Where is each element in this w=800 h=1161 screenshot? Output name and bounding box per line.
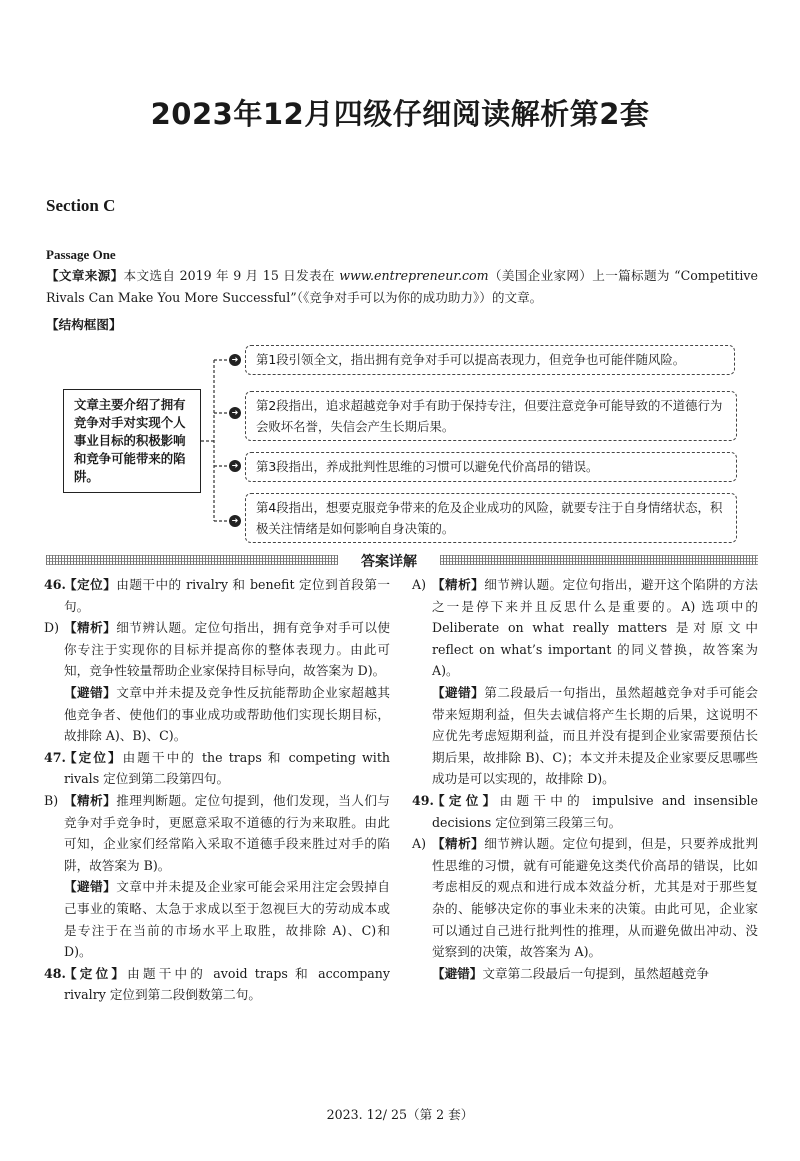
question-number: 46. bbox=[44, 577, 66, 592]
paragraph-tag: 【避错】 bbox=[432, 684, 485, 700]
answer-paragraph bbox=[414, 790, 758, 833]
structure-point-4: 第4段指出，想要克服竞争带来的危及企业成功的风险，就要专注于自身情绪状态，积极关注情绪是如何影响自身决策的。 bbox=[245, 493, 737, 543]
arrow-right-icon: ➜ bbox=[229, 354, 241, 366]
paragraph-text: 细节辨认题。定位句提到，但是，只要养成批判性思维的习惯，就有可能避免这类代价高昂的错误，比如考虑相反的观点和进行成本效益分析，尤其是对于那些复杂的、能够决定你的事业未来的决策。由此可见，企业家可以通过自己进行批判性的推理，从而避免做出冲动、没觉察到的决策，故答案为 A)。 bbox=[432, 836, 758, 960]
paragraph-tag: 【精析】 bbox=[432, 836, 485, 852]
answer-paragraph bbox=[46, 876, 390, 962]
paragraph-tag: 【定位】 bbox=[64, 749, 123, 765]
answer-letter: D) bbox=[44, 620, 60, 636]
arrow-right-icon: ➜ bbox=[229, 515, 241, 527]
paragraph-text: 文章第二段最后一句提到，虽然超越竞争 bbox=[482, 965, 710, 981]
article-source bbox=[46, 265, 758, 309]
divider-pattern-left bbox=[46, 555, 338, 565]
structure-point-3: 第3段指出，养成批判性思维的习惯可以避免代价高昂的错误。 bbox=[245, 452, 737, 482]
question-number: 47. bbox=[44, 749, 66, 765]
structure-point-2: 第2段指出，追求超越竞争对手有助于保持专注，但要注意竞争可能导致的不道德行为会败坏名誉，失信会产生长期后果。 bbox=[245, 391, 737, 441]
answer-divider bbox=[46, 552, 758, 568]
paragraph-text: 由题干中的 impulsive and insensible decisions 定位到第三段第三句。 bbox=[432, 792, 759, 830]
paragraph-tag: 【定位】 bbox=[64, 965, 128, 981]
question-number: 49. bbox=[412, 792, 434, 808]
source-site: www.entrepreneur.com bbox=[339, 268, 489, 283]
structure-label: 【结构框图】 bbox=[46, 317, 122, 332]
paragraph-tag: 【避错】 bbox=[432, 965, 483, 981]
answer-letter: A) bbox=[412, 577, 427, 592]
paragraph-tag: 【避错】 bbox=[64, 684, 117, 700]
answer-paragraph bbox=[46, 963, 390, 1006]
paragraph-tag: 【精析】 bbox=[64, 792, 117, 808]
answer-column-left bbox=[46, 574, 390, 1006]
answer-paragraph bbox=[46, 617, 390, 682]
arrow-right-icon: ➜ bbox=[229, 407, 241, 419]
paragraph-text: 文章中并未提及企业家可能会采用注定会毁掉自己事业的策略、太急于求成以至于忽视巨大的劳动成本或是专注于在当前的市场水平上取胜，故排除 A)、C)和 D)。 bbox=[64, 879, 390, 960]
paragraph-text: 由题干中的 the traps 和 competing with rivals 定位到第二段第四句。 bbox=[64, 749, 391, 787]
answer-paragraph bbox=[414, 574, 758, 682]
answer-paragraph bbox=[46, 790, 390, 876]
article-summary-box: 文章主要介绍了拥有竞争对手对实现个人事业目标的积极影响和竞争可能带来的陷阱。 bbox=[63, 389, 201, 493]
answer-paragraph bbox=[46, 682, 390, 747]
question-number: 48. bbox=[44, 965, 66, 981]
structure-point-1: 第1段引领全文，指出拥有竞争对手可以提高表现力，但竞争也可能伴随风险。 bbox=[245, 345, 735, 375]
divider-pattern-right bbox=[440, 555, 758, 565]
arrow-right-icon: ➜ bbox=[229, 460, 241, 472]
answer-paragraph bbox=[414, 963, 758, 985]
answer-paragraph bbox=[414, 682, 758, 790]
passage-heading: Passage One bbox=[46, 247, 116, 262]
answer-paragraph bbox=[46, 747, 390, 790]
page-title: 2023年12月四级仔细阅读解析第2套 bbox=[150, 97, 650, 131]
answer-paragraph bbox=[414, 833, 758, 963]
paragraph-text: 细节辨认题。定位句指出，拥有竞争对手可以使你专注于实现你的目标并提高你的整体表现力。由此可知，竞争性较量帮助企业家保持目标导向，故答案为 D)。 bbox=[64, 620, 390, 679]
source-tag: 【文章来源】 bbox=[46, 268, 124, 283]
paragraph-tag: 【避错】 bbox=[64, 879, 117, 895]
paragraph-text: 由题干中的 avoid traps 和 accompany rivalry 定位到第二段倒数第二句。 bbox=[64, 965, 391, 1003]
answer-paragraph bbox=[46, 574, 390, 617]
answer-letter: B) bbox=[44, 792, 59, 808]
paragraph-text: 由题干中的 rivalry 和 benefit 定位到首段第一句。 bbox=[64, 577, 390, 614]
paragraph-tag: 【定位】 bbox=[64, 577, 117, 592]
paragraph-text: 第二段最后一句指出，虽然超越竞争对手可能会带来短期利益，但失去诚信将产生长期的后果，这说明不应优先考虑短期利益，而且并没有提到企业家需要预估长期后果，故排除 B)、C)；本文并未提及企业家要反思哪些成功是可以实现的，故排除 D)。 bbox=[432, 684, 758, 787]
paragraph-text: 推理判断题。定位句提到，他们发现，当人们与竞争对手竞争时，更愿意采取不道德的行为来取胜。由此可知，企业家们经常陷入采取不道德手段来胜过对手的陷阱，故答案为 B)。 bbox=[64, 792, 390, 873]
paragraph-tag: 【定位】 bbox=[432, 792, 500, 808]
section-heading: Section C bbox=[46, 196, 116, 215]
source-text-b: （美国企业家网）上一篇标题为 “Competitive Rivals Can Make You More Successful”（《竞争对手可以为你的成功助力》）的文章。 bbox=[46, 268, 758, 305]
answer-letter: A) bbox=[412, 836, 427, 852]
source-text-a: 本文选自 2019 年 9 月 15 日发表在 bbox=[123, 268, 340, 283]
paragraph-text: 文章中并未提及竞争性反抗能帮助企业家超越其他竞争者、使他们的事业成功或帮助他们实现长期目标，故排除 A)、B)、C)。 bbox=[64, 684, 390, 744]
paragraph-tag: 【精析】 bbox=[432, 577, 485, 592]
answer-column-right bbox=[414, 574, 758, 984]
paragraph-text: 细节辨认题。定位句指出，避开这个陷阱的方法之一是停下来并且反思什么是重要的。A) 选项中的 Deliberate on what really matters 是对原文中 reflect on what’s important 的同义替换，故答案为 A)。 bbox=[432, 577, 758, 679]
divider-label: 答案详解 bbox=[361, 554, 417, 570]
paragraph-tag: 【精析】 bbox=[64, 620, 117, 636]
page-footer: 2023. 12/ 25（第 2 套） bbox=[326, 1107, 474, 1122]
